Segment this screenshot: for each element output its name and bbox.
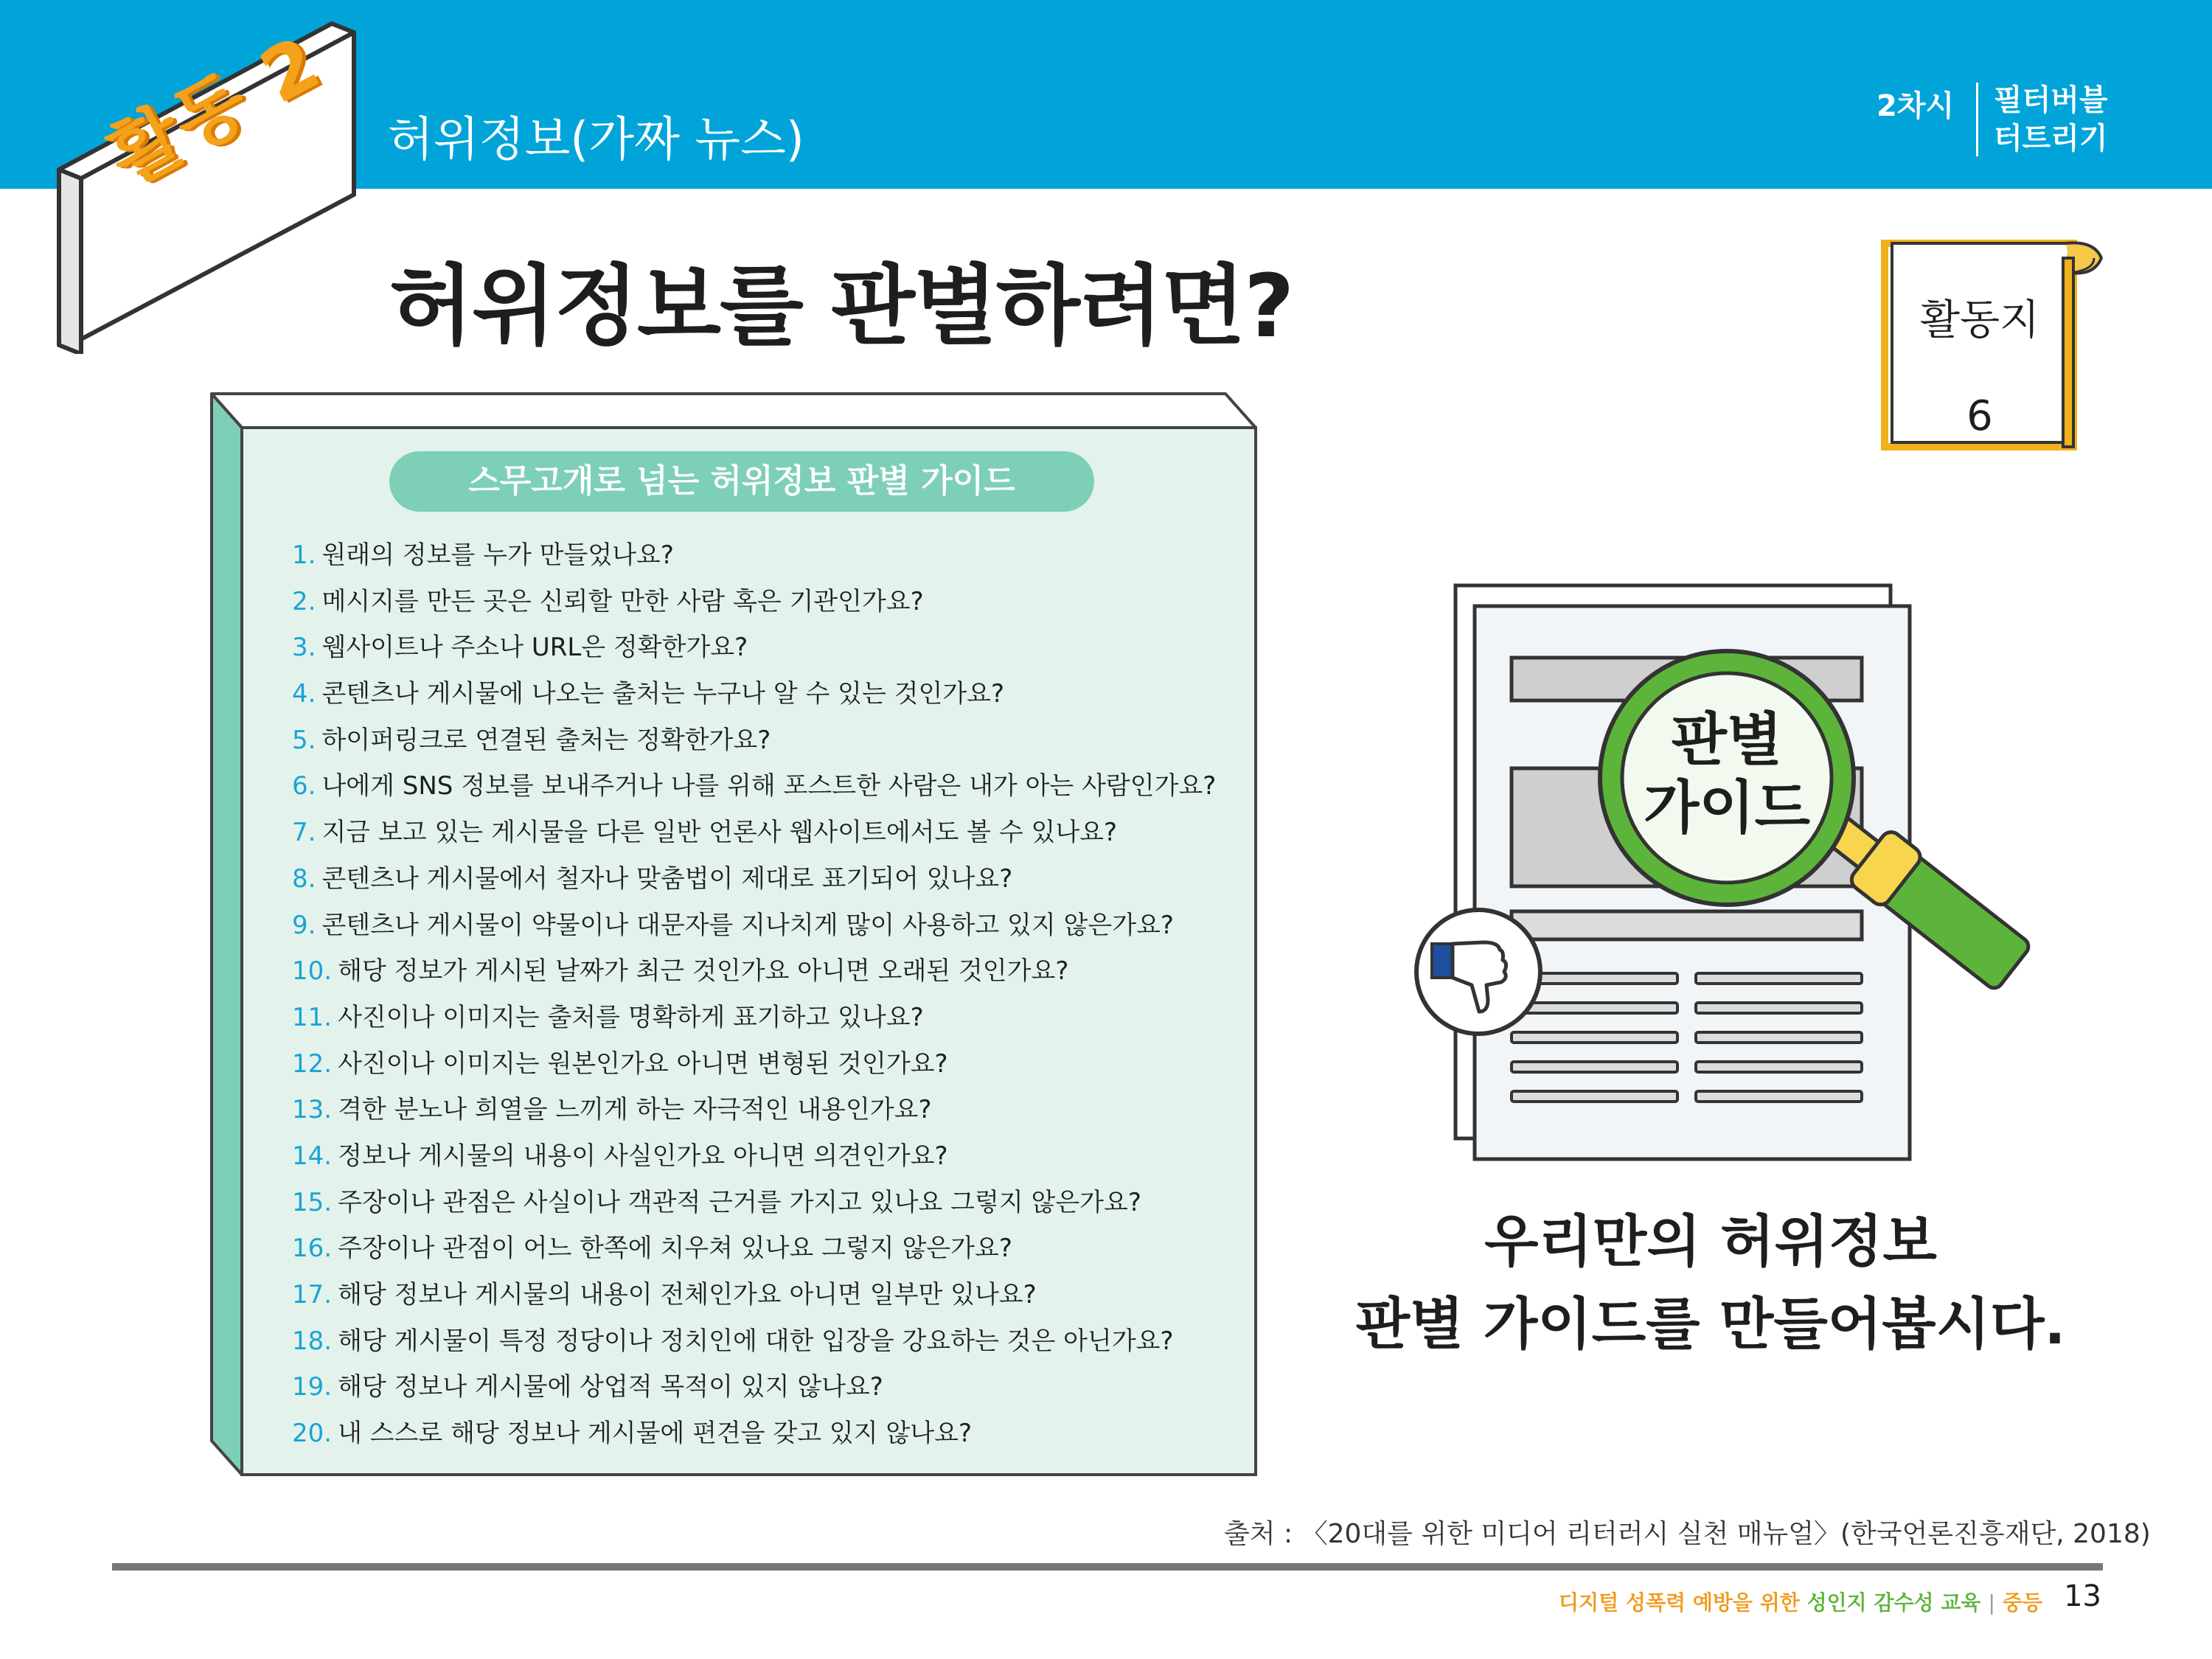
guide-item-text: 정보나 게시물의 내용이 사실인가요 아니면 의견인가요? — [338, 1141, 948, 1171]
guide-item-text: 사진이나 이미지는 출처를 명확하게 표기하고 있나요? — [338, 1002, 924, 1032]
guide-item-text: 격한 분노나 희열을 느끼게 하는 자극적인 내용인가요? — [338, 1095, 932, 1125]
magnifier-text-line1: 판별 — [1671, 707, 1783, 773]
guide-item-number: 2. — [292, 586, 316, 616]
guide-item-number: 5. — [292, 725, 316, 755]
illustration — [1401, 575, 2065, 1180]
guide-item — [292, 579, 1251, 625]
guide-item — [292, 1364, 1251, 1411]
footer-separator: | — [1988, 1590, 1995, 1615]
thumbs-down-icon — [1416, 910, 1540, 1034]
guide-item-text: 콘텐츠나 게시물에 나오는 출처는 누구나 알 수 있는 것인가요? — [321, 679, 1005, 709]
call-to-action — [1327, 1200, 2094, 1366]
guide-item — [292, 1411, 1251, 1457]
guide-item-text: 사진이나 이미지는 원본인가요 아니면 변형된 것인가요? — [338, 1048, 948, 1079]
guide-item — [292, 717, 1251, 764]
guide-item-text: 내 스스로 해당 정보나 게시물에 편견을 갖고 있지 않나요? — [338, 1419, 972, 1449]
guide-item — [292, 532, 1251, 579]
guide-item-text: 해당 정보나 게시물의 내용이 전체인가요 아니면 일부만 있나요? — [338, 1280, 1037, 1310]
guide-item-number: 3. — [292, 633, 316, 663]
document-magnifier-illustration — [1401, 575, 2065, 1180]
guide-item-text: 원래의 정보를 누가 만들었나요? — [321, 540, 674, 570]
guide-item-text: 메시지를 만든 곳은 신뢰할 만한 사람 혹은 기관인가요? — [321, 586, 924, 616]
guide-list — [292, 532, 1251, 1457]
header-divider — [1976, 83, 1978, 156]
guide-item-text: 주장이나 관점이 어느 한쪽에 치우쳐 있나요 그렇지 않은가요? — [338, 1234, 1012, 1264]
guide-item — [292, 625, 1251, 671]
page-title: 허위정보를 판별하려면? — [389, 255, 1293, 357]
guide-item — [292, 1041, 1251, 1088]
guide-item-text: 웹사이트나 주소나 URL은 정확한가요? — [321, 633, 748, 663]
guide-item — [292, 763, 1251, 810]
source-citation: 출처 : 〈20대를 위한 미디어 리터러시 실천 매뉴얼〉(한국언론진흥재단, 2018) — [1224, 1519, 2151, 1549]
guide-item — [292, 856, 1251, 902]
guide-item-number: 13. — [292, 1095, 333, 1125]
guide-item-number: 16. — [292, 1234, 333, 1264]
footer-divider — [112, 1563, 2103, 1571]
worksheet-label — [1895, 273, 2065, 465]
cta-line-1: 우리만의 허위정보 — [1484, 1208, 1937, 1274]
guide-item-number: 1. — [292, 540, 316, 570]
guide-item-text: 해당 정보가 게시된 날짜가 최근 것인가요 아니면 오래된 것인가요? — [338, 956, 1069, 987]
guide-item-text: 해당 정보나 게시물에 상업적 목적이 있지 않나요? — [338, 1372, 883, 1402]
guide-item-number: 6. — [292, 771, 316, 801]
worksheet-number: 6 — [1966, 392, 1993, 440]
guide-item — [292, 1225, 1251, 1272]
magnifier-text-line2: 가이드 — [1643, 775, 1811, 841]
guide-item — [292, 1087, 1251, 1133]
guide-item-number: 9. — [292, 910, 316, 940]
guide-item — [292, 902, 1251, 949]
guide-item — [292, 995, 1251, 1041]
guide-item-number: 8. — [292, 863, 316, 894]
worksheet-title: 활동지 — [1919, 296, 2040, 344]
guide-item-number: 4. — [292, 679, 316, 709]
guide-item — [292, 1272, 1251, 1318]
guide-item — [292, 1133, 1251, 1180]
session-label: 2차시 — [1877, 89, 1955, 123]
guide-item-number: 14. — [292, 1141, 333, 1171]
guide-item-text: 콘텐츠나 게시물에서 철자나 맞춤법이 제대로 표기되어 있나요? — [321, 863, 1013, 894]
guide-item-text: 지금 보고 있는 게시물을 다른 일반 언론사 웹사이트에서도 볼 수 있나요? — [321, 818, 1118, 848]
guide-item-text: 주장이나 관점은 사실이나 객관적 근거를 가지고 있나요 그렇지 않은가요? — [338, 1187, 1141, 1217]
guide-item-number: 12. — [292, 1048, 333, 1079]
guide-item-number: 20. — [292, 1419, 333, 1449]
page-number: 13 — [2064, 1579, 2101, 1613]
guide-item-number: 15. — [292, 1187, 333, 1217]
guide-item — [292, 1318, 1251, 1365]
program-title: 필터버블 터트리기 — [1994, 83, 2108, 156]
guide-item — [292, 1180, 1251, 1226]
footer-tagline-part2: 성인지 감수성 교육 — [1806, 1590, 1981, 1615]
footer-tagline — [1386, 1587, 2042, 1616]
guide-item — [292, 948, 1251, 995]
guide-item-text: 해당 게시물이 특정 정당이나 정치인에 대한 입장을 강요하는 것은 아닌가요? — [338, 1326, 1174, 1356]
guide-title: 스무고개로 넘는 허위정보 판별 가이드 — [389, 451, 1094, 512]
footer-tagline-part1: 디지털 성폭력 예방을 위한 — [1559, 1590, 1800, 1615]
guide-item-number: 7. — [292, 818, 316, 848]
guide-item-number: 10. — [292, 956, 333, 987]
guide-item-text: 나에게 SNS 정보를 보내주거나 나를 위해 포스트한 사람은 내가 아는 사람인가요? — [321, 771, 1217, 801]
guide-item-text: 콘텐츠나 게시물이 약물이나 대문자를 지나치게 많이 사용하고 있지 않은가요? — [321, 910, 1174, 940]
activity-subtitle: 허위정보(가짜 뉴스) — [388, 113, 804, 167]
guide-item-number: 19. — [292, 1372, 333, 1402]
guide-item — [292, 671, 1251, 717]
guide-item-number: 18. — [292, 1326, 333, 1356]
cta-line-2: 판별 가이드를 만들어봅시다. — [1355, 1291, 2066, 1357]
guide-item — [292, 810, 1251, 856]
guide-item-text: 하이퍼링크로 연결된 출처는 정확한가요? — [321, 725, 771, 755]
guide-item-number: 17. — [292, 1280, 333, 1310]
activity-label: 활동 2 — [94, 18, 335, 201]
guide-item-number: 11. — [292, 1002, 333, 1032]
footer-tagline-part3: 중등 — [2002, 1590, 2042, 1615]
